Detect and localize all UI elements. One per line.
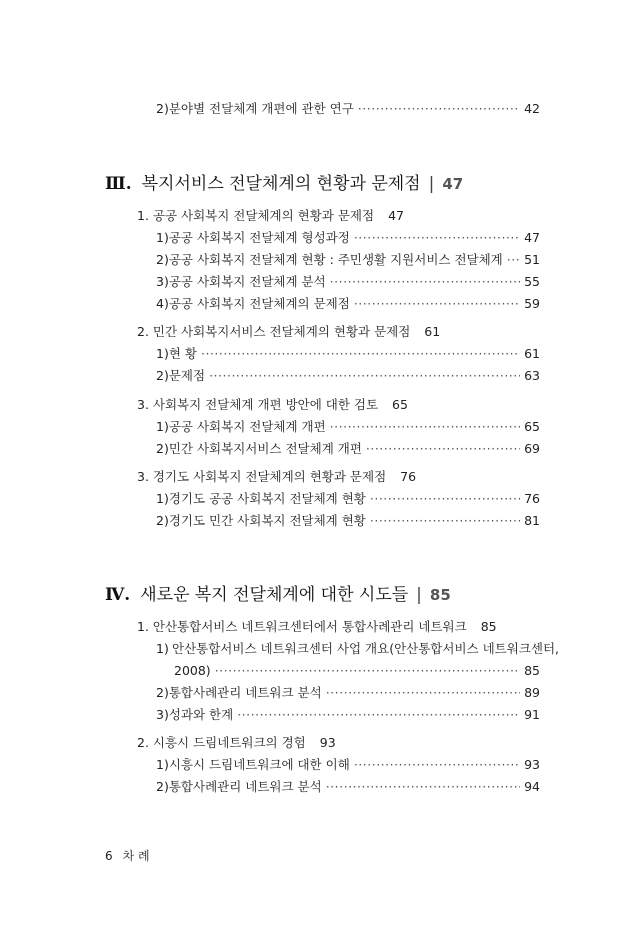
- dot-leader: [209, 368, 520, 384]
- entry-page: 69: [524, 441, 540, 456]
- dot-leader: [201, 346, 520, 362]
- dot-leader: [507, 252, 520, 268]
- footer-label: 차 례: [122, 849, 150, 863]
- toc-entry: [156, 757, 540, 773]
- entry-title: 경기도 민간 사회복지 전달체계 현황: [168, 513, 366, 528]
- entry-page: 93: [524, 757, 540, 772]
- toc-entry: [156, 346, 540, 362]
- entry-number: 3): [156, 274, 169, 289]
- entry-number: 2): [156, 101, 169, 116]
- entry-number: 1): [156, 641, 169, 656]
- entry-number: 1): [156, 230, 169, 245]
- entry-number: 2): [156, 368, 169, 383]
- part-page: 47: [442, 175, 464, 193]
- entry-number: 2): [156, 685, 169, 700]
- section-title: 3. 경기도 사회복지 전달체계의 현황과 문제점: [137, 469, 387, 484]
- entry-page: 63: [524, 368, 540, 383]
- part-page: 85: [429, 586, 451, 604]
- toc-entry: [156, 368, 540, 384]
- section-page: 61: [424, 324, 441, 339]
- entry-page: 65: [524, 419, 540, 434]
- part-separator: |: [416, 585, 422, 605]
- entry-title: 공공 사회복지 전달체계의 문제점: [168, 296, 350, 311]
- entry-title: 시흥시 드림네트워크에 대한 이해: [168, 757, 350, 772]
- section-heading: [137, 619, 497, 635]
- entry-title: 공공 사회복지 전달체계 개편: [168, 419, 326, 434]
- section-page: 47: [388, 208, 404, 223]
- dot-leader: [358, 101, 520, 117]
- toc-entry-continuation: [174, 663, 540, 679]
- entry-title: 통합사례관리 네트워크 분석: [168, 779, 322, 794]
- entry-page: 81: [524, 513, 540, 528]
- section-heading: [137, 469, 416, 485]
- part-numeral: Ⅲ.: [105, 174, 132, 194]
- entry-title: 공공 사회복지 전달체계 형성과정: [168, 230, 350, 245]
- entry-title: 공공 사회복지 전달체계 현황 : 주민생활 지원서비스 전달체계: [168, 252, 503, 267]
- dot-leader: [354, 230, 520, 246]
- entry-title: 문제점: [168, 368, 206, 383]
- toc-entry: [156, 252, 540, 268]
- entry-title: 안산통합서비스 네트워크센터 사업 개요(안산통합서비스 네트워크센터,: [172, 641, 559, 656]
- entry-page: 51: [524, 252, 540, 267]
- entry-title: 공공 사회복지 전달체계 분석: [168, 274, 326, 289]
- section-page: 93: [319, 735, 336, 750]
- entry-page: 59: [524, 296, 540, 311]
- toc-entry: [156, 101, 540, 117]
- part-title: 복지서비스 전달체계의 현황과 문제점: [141, 174, 421, 194]
- entry-number: 2): [156, 779, 169, 794]
- entry-title: 분야별 전달체계 개편에 관한 연구: [168, 101, 354, 116]
- dot-leader: [330, 419, 520, 435]
- toc-entry: [156, 779, 540, 795]
- part-heading: [105, 584, 451, 606]
- section-title: 3. 사회복지 전달체계 개편 방안에 대한 검토: [137, 397, 379, 412]
- toc-entry: [156, 419, 540, 435]
- part-separator: |: [428, 174, 435, 194]
- dot-leader: [215, 663, 520, 679]
- entry-page: 85: [524, 663, 540, 678]
- toc-entry: [156, 641, 561, 657]
- toc-entry: [156, 707, 540, 723]
- entry-page: 47: [524, 230, 540, 245]
- section-heading: [137, 397, 408, 413]
- footer-page-number: 6: [105, 849, 113, 863]
- entry-page: 94: [524, 779, 540, 794]
- dot-leader: [354, 296, 520, 312]
- entry-number: 3): [156, 707, 169, 722]
- entry-page: 55: [524, 274, 540, 289]
- section-title: 1. 공공 사회복지 전달체계의 현황과 문제점: [137, 208, 375, 223]
- toc-entry: [156, 296, 540, 312]
- entry-page: 42: [524, 101, 540, 116]
- entry-title: 현 황: [168, 346, 197, 361]
- toc-entry: [156, 685, 540, 701]
- toc-entry: [156, 441, 540, 457]
- entry-page: 61: [524, 346, 540, 361]
- toc-entry: [156, 274, 540, 290]
- entry-number: 1): [156, 419, 169, 434]
- entry-page: 89: [524, 685, 540, 700]
- dot-leader: [354, 757, 520, 773]
- entry-number: 1): [156, 491, 169, 506]
- part-heading: [105, 173, 463, 195]
- entry-title: 경기도 공공 사회복지 전달체계 현황: [168, 491, 366, 506]
- dot-leader: [326, 779, 520, 795]
- entry-title: 성과와 한계: [168, 707, 234, 722]
- entry-title-continued: 2008): [174, 663, 211, 678]
- entry-page: 76: [524, 491, 540, 506]
- section-title: 2. 민간 사회복지서비스 전달체계의 현황과 문제점: [137, 324, 411, 339]
- section-page: 85: [480, 619, 497, 634]
- section-title: 2. 시흥시 드림네트워크의 경험: [137, 735, 306, 750]
- toc-entry: [156, 491, 540, 507]
- section-title: 1. 안산통합서비스 네트워크센터에서 통합사례관리 네트워크: [137, 619, 467, 634]
- entry-title: 민간 사회복지서비스 전달체계 개편: [168, 441, 362, 456]
- entry-number: 2): [156, 252, 169, 267]
- entry-number: 2): [156, 513, 169, 528]
- entry-number: 4): [156, 296, 169, 311]
- dot-leader: [366, 441, 520, 457]
- section-heading: [137, 208, 404, 224]
- page-footer: [105, 849, 150, 863]
- part-title: 새로운 복지 전달체계에 대한 시도들: [140, 585, 409, 605]
- dot-leader: [330, 274, 520, 290]
- entry-number: 2): [156, 441, 169, 456]
- entry-number: 1): [156, 757, 169, 772]
- toc-entry: [156, 230, 540, 246]
- dot-leader: [326, 685, 520, 701]
- dot-leader: [237, 707, 520, 723]
- entry-title: 통합사례관리 네트워크 분석: [168, 685, 322, 700]
- dot-leader: [370, 491, 520, 507]
- section-page: 76: [400, 469, 417, 484]
- section-heading: [137, 735, 336, 751]
- section-page: 65: [392, 397, 408, 412]
- section-heading: [137, 324, 440, 340]
- toc-entry: [156, 513, 540, 529]
- entry-number: 1): [156, 346, 169, 361]
- entry-page: 91: [524, 707, 540, 722]
- dot-leader: [370, 513, 520, 529]
- part-numeral: Ⅳ.: [105, 585, 131, 605]
